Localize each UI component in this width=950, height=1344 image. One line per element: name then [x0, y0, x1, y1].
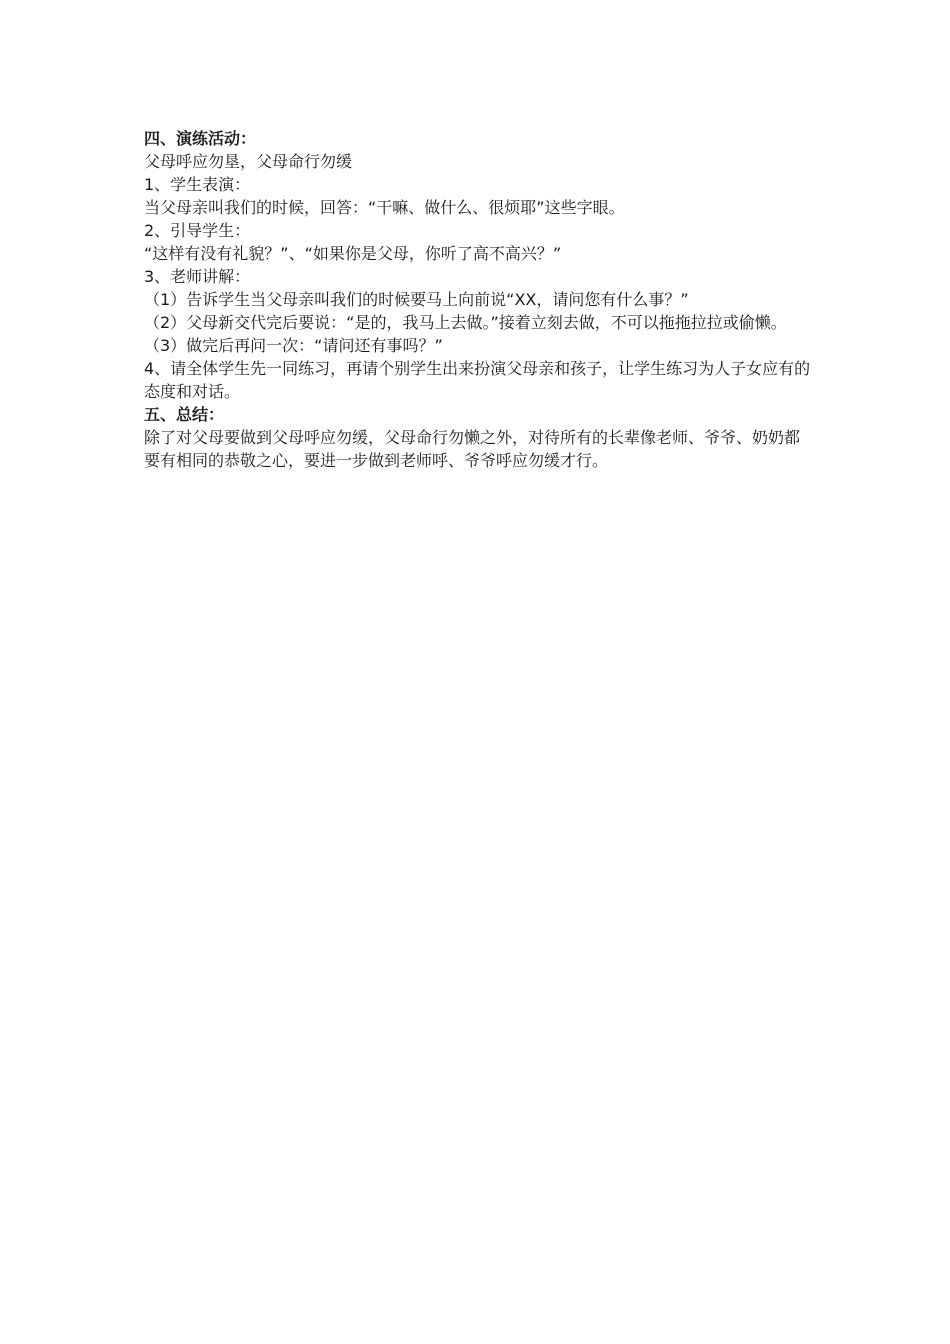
step-2-label: 2、引导学生： [144, 221, 251, 240]
step-3-item-2: （2）父母新交代完后要说：“是的，我马上去做。”接着立刻去做，不可以拖拖拉拉或偷懒。 [144, 313, 787, 332]
step-1-label: 1、学生表演： [144, 175, 251, 194]
step-2-text: “这样有没有礼貌？”、“如果你是父母，你听了高不高兴？” [144, 244, 562, 263]
step-3-item-1: （1）告诉学生当父母亲叫我们的时候要马上向前说“XX，请问您有什么事？” [144, 290, 689, 309]
section-5-heading: 五、总结： [144, 405, 225, 424]
step-4-text: 4、请全体学生先一同练习，再请个别学生出来扮演父母亲和孩子，让学生练习为人子女应有的态度和对话。 [144, 359, 811, 401]
step-3-item-3: （3）做完后再问一次：“请问还有事吗？” [144, 336, 443, 355]
document-body [144, 127, 814, 472]
step-1-text: 当父母亲叫我们的时候，回答：“干嘛、做什么、很烦耶”这些字眼。 [144, 198, 625, 217]
step-3-label: 3、老师讲解： [144, 267, 251, 286]
section-5-text: 除了对父母要做到父母呼应勿缓，父母命行勿懒之外，对待所有的长辈像老师、爷爷、奶奶都要有相同的恭敬之心，要进一步做到老师呼、爷爷呼应勿缓才行。 [144, 428, 801, 470]
section-4-subtitle: 父母呼应勿垦，父母命行勿缓 [144, 152, 353, 171]
section-4-heading: 四、演练活动： [144, 129, 257, 148]
